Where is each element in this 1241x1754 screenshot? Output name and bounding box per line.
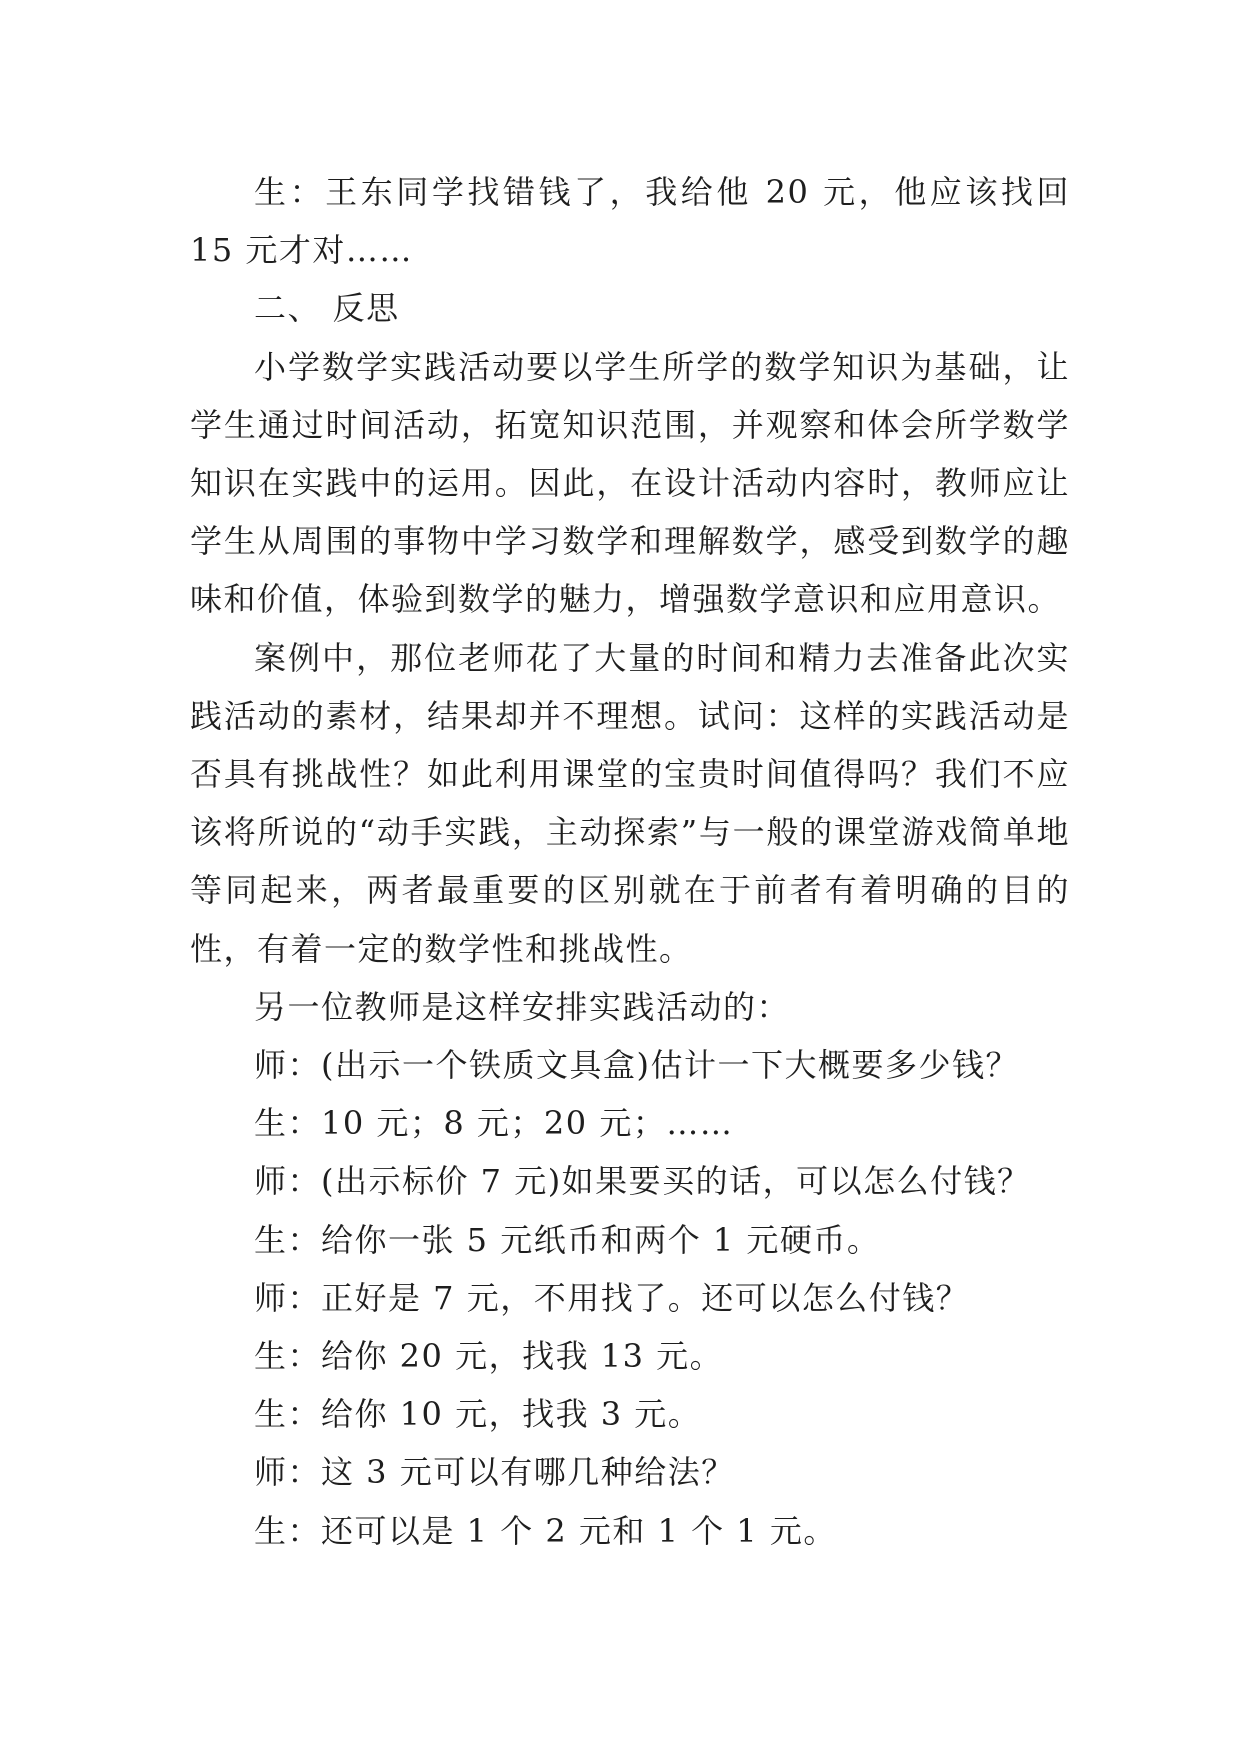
dialogue-line: 师：正好是 7 元，不用找了。还可以怎么付钱？ <box>254 1278 970 1317</box>
dialogue-line: 生：还可以是 1 个 2 元和 1 个 1 元。 <box>254 1511 837 1550</box>
dialogue-line: 生：给你 20 元，找我 13 元。 <box>254 1337 724 1376</box>
dialogue-line: 生：给你一张 5 元纸币和两个 1 元硬币。 <box>254 1220 881 1259</box>
dialogue-line: 师：这 3 元可以有哪几种给法？ <box>254 1453 735 1492</box>
paragraph-reflection-1: 小学数学实践活动要以学生所学的数学知识为基础，让学生通过时间活动，拓宽知识范围，并观察和体会所学数学知识在实践中的运用。因此，在设计活动内容时，教师应让学生从周围的事物中学习数学和理解数学，感受到数学的趣味和价值，体验到数学的魅力，增强数学意识和应用意识。 <box>190 347 1070 619</box>
paragraph-dialogue-1: 生：王东同学找错钱了，我给他 20 元，他应该找回 15 元才对…… <box>190 173 1070 270</box>
dialogue-line: 生：10 元；8 元；20 元；…… <box>254 1104 734 1143</box>
body-text <box>190 163 1070 1560</box>
section-heading-reflection: 二、 反思 <box>254 289 400 328</box>
paragraph-intro-example: 另一位教师是这样安排实践活动的： <box>254 987 791 1026</box>
dialogue-line: 生：给你 10 元，找我 3 元。 <box>254 1395 702 1434</box>
dialogue-line: 师：(出示标价 7 元)如果要买的话，可以怎么付钱？ <box>254 1162 1031 1201</box>
dialogue-line: 师：(出示一个铁质文具盒)估计一下大概要多少钱？ <box>254 1046 1019 1085</box>
paragraph-reflection-2: 案例中，那位老师花了大量的时间和精力去准备此次实践活动的素材，结果却并不理想。试问：这样的实践活动是否具有挑战性？如此利用课堂的宝贵时间值得吗？我们不应该将所说的“动手实践，主动探索”与一般的课堂游戏简单地等同起来，两者最重要的区别就在于前者有着明确的目的性，有着一定的数学性和挑战性。 <box>190 638 1070 968</box>
